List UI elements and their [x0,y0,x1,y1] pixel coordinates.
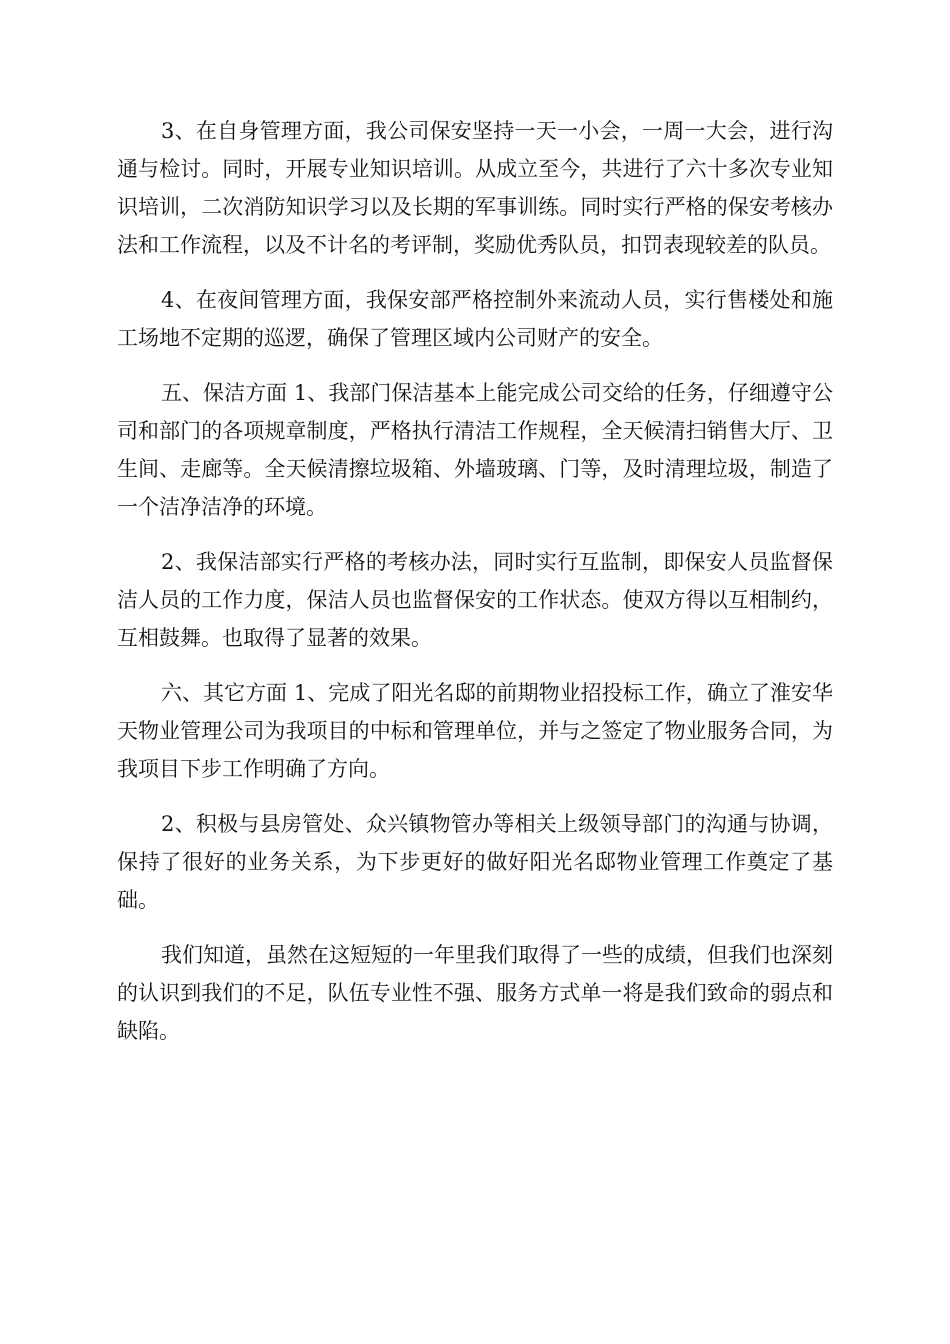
paragraph-coordination: 2、积极与县房管处、众兴镇物管办等相关上级领导部门的沟通与协调，保持了很好的业务关系，为下步更好的做好阳光名邸物业管理工作奠定了基础。 [117,812,833,912]
paragraph-cleaning-assessment: 2、我保洁部实行严格的考核办法，同时实行互监制，即保安人员监督保洁人员的工作力度，保洁人员也监督保安的工作状态。使双方得以互相制约，互相鼓舞。也取得了显著的效果。 [117,550,833,650]
paragraph-self-management: 3、在自身管理方面，我公司保安坚持一天一小会，一周一大会，进行沟通与检讨。同时，开展专业知识培训。从成立至今，共进行了六十多次专业知识培训，二次消防知识学习以及长期的军事训练。同时实行严格的保安考核办法和工作流程，以及不计名的考评制，奖励优秀队员，扣罚表现较差的队员。 [117,119,833,257]
paragraph-conclusion: 我们知道，虽然在这短短的一年里我们取得了一些的成绩，但我们也深刻的认识到我们的不足，队伍专业性不强、服务方式单一将是我们致命的弱点和缺陷。 [117,943,833,1043]
paragraph-cleaning: 五、保洁方面 1、我部门保洁基本上能完成公司交给的任务，仔细遵守公司和部门的各项规章制度，严格执行清洁工作规程，全天候清扫销售大厅、卫生间、走廊等。全天候清擦垃圾箱、外墙玻璃、门等，及时清理垃圾，制造了一个洁净洁净的环境。 [117,381,833,519]
paragraph-night-management: 4、在夜间管理方面，我保安部严格控制外来流动人员，实行售楼处和施工场地不定期的巡逻，确保了管理区域内公司财产的安全。 [117,288,833,350]
paragraph-other-aspects: 六、其它方面 1、完成了阳光名邸的前期物业招投标工作，确立了淮安华天物业管理公司为我项目的中标和管理单位，并与之签定了物业服务合同，为我项目下步工作明确了方向。 [117,681,833,781]
document-page [117,112,833,1067]
